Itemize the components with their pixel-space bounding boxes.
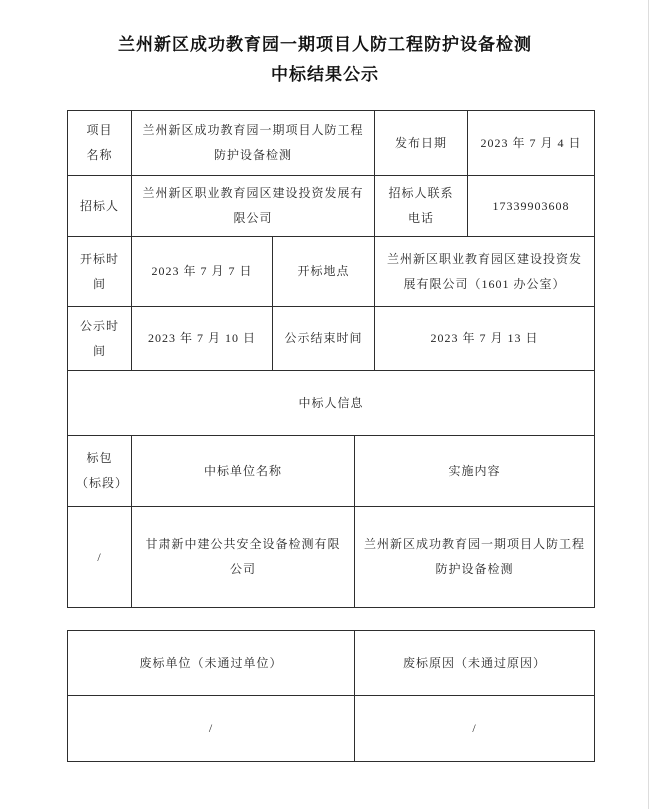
tenderee-phone-label: 招标人联系电话 <box>388 186 454 225</box>
publicity-start-label: 公示时间 <box>79 318 119 358</box>
tenderee-value: 兰州新区职业教育园区建设投资发展有限公司 <box>142 186 364 225</box>
rejected-bid-table <box>67 630 595 762</box>
tenderee-value-cell <box>132 176 375 236</box>
implementation-header: 实施内容 <box>448 463 501 478</box>
opening-place-label: 开标地点 <box>297 264 350 278</box>
reject-data-row <box>68 696 594 761</box>
table-row-tenderee <box>68 176 594 237</box>
project-name-value: 兰州新区成功教育园一期项目人防工程防护设备检测 <box>142 123 364 162</box>
publish-date-value: 2023 年 7 月 4 日 <box>480 135 582 150</box>
opening-time-value-cell <box>132 237 273 306</box>
table-row-winner-section-header <box>68 371 594 436</box>
publish-date-label: 发布日期 <box>394 135 447 150</box>
opening-time-value: 2023 年 7 月 7 日 <box>151 264 253 278</box>
lot-value-cell <box>68 507 132 607</box>
bid-result-table <box>67 110 595 608</box>
reject-unit-value: / <box>208 721 214 735</box>
implementation-value: 兰州新区成功教育园一期项目人防工程防护设备检测 <box>363 537 585 576</box>
opening-time-label: 开标时间 <box>79 251 119 291</box>
tenderee-phone-value: 17339903608 <box>492 198 570 213</box>
lot-header-cell <box>68 436 132 506</box>
table-row-publicity-period <box>68 307 594 371</box>
title-line-2: 中标结果公示 <box>271 65 379 84</box>
tenderee-phone-label-cell <box>375 176 468 236</box>
tenderee-label-cell <box>68 176 132 236</box>
table-row-winner-header <box>68 436 594 507</box>
publicity-start-value: 2023 年 7 月 10 日 <box>147 331 256 345</box>
winner-name-value: 甘肃新中建公共安全设备检测有限公司 <box>145 537 341 576</box>
reject-header-row <box>68 631 594 696</box>
reject-unit-header: 废标单位（未通过单位） <box>139 655 283 670</box>
table-row-winner-data <box>68 507 594 607</box>
lot-header-line1: 标包 <box>86 451 113 465</box>
opening-place-value: 兰州新区职业教育园区建设投资发展有限公司（1601 办公室） <box>386 251 582 291</box>
project-name-value-cell <box>132 111 375 175</box>
project-name-label-line1: 项目 <box>86 123 113 137</box>
document-title <box>0 0 650 90</box>
publicity-start-label-cell <box>68 307 132 370</box>
publicity-end-label: 公示结束时间 <box>284 331 363 345</box>
publicity-end-value-cell <box>375 307 594 370</box>
winner-name-header-cell <box>132 436 355 506</box>
opening-place-label-cell <box>273 237 375 306</box>
publish-date-value-cell <box>468 111 594 175</box>
table-row-bid-opening <box>68 237 594 307</box>
publicity-end-value: 2023 年 7 月 13 日 <box>430 331 539 345</box>
reject-reason-value: / <box>472 721 477 735</box>
project-name-label-cell <box>68 111 132 175</box>
reject-unit-value-cell <box>68 696 355 761</box>
winner-name-value-cell <box>132 507 355 607</box>
reject-unit-header-cell <box>68 631 355 695</box>
table-row-project-name <box>68 111 594 176</box>
winner-section-title-cell <box>68 371 594 435</box>
tenderee-phone-value-cell <box>468 176 594 236</box>
publicity-end-label-cell <box>273 307 375 370</box>
publish-date-label-cell <box>375 111 468 175</box>
opening-time-label-cell <box>68 237 132 306</box>
opening-place-value-cell <box>375 237 594 306</box>
tenderee-label: 招标人 <box>79 198 119 213</box>
winner-section-title: 中标人信息 <box>298 395 364 410</box>
lot-value: / <box>97 549 102 564</box>
implementation-header-cell <box>355 436 594 506</box>
winner-name-header: 中标单位名称 <box>203 463 282 478</box>
page-right-edge-line <box>648 0 649 809</box>
reject-reason-value-cell <box>355 696 594 761</box>
project-name-label-line2: 名称 <box>86 148 113 162</box>
reject-reason-header: 废标原因（未通过原因） <box>402 655 546 670</box>
reject-reason-header-cell <box>355 631 594 695</box>
lot-header-line2: （标段） <box>76 476 129 490</box>
publicity-start-value-cell <box>132 307 273 370</box>
implementation-value-cell <box>355 507 594 607</box>
title-line-1: 兰州新区成功教育园一期项目人防工程防护设备检测 <box>118 35 532 54</box>
